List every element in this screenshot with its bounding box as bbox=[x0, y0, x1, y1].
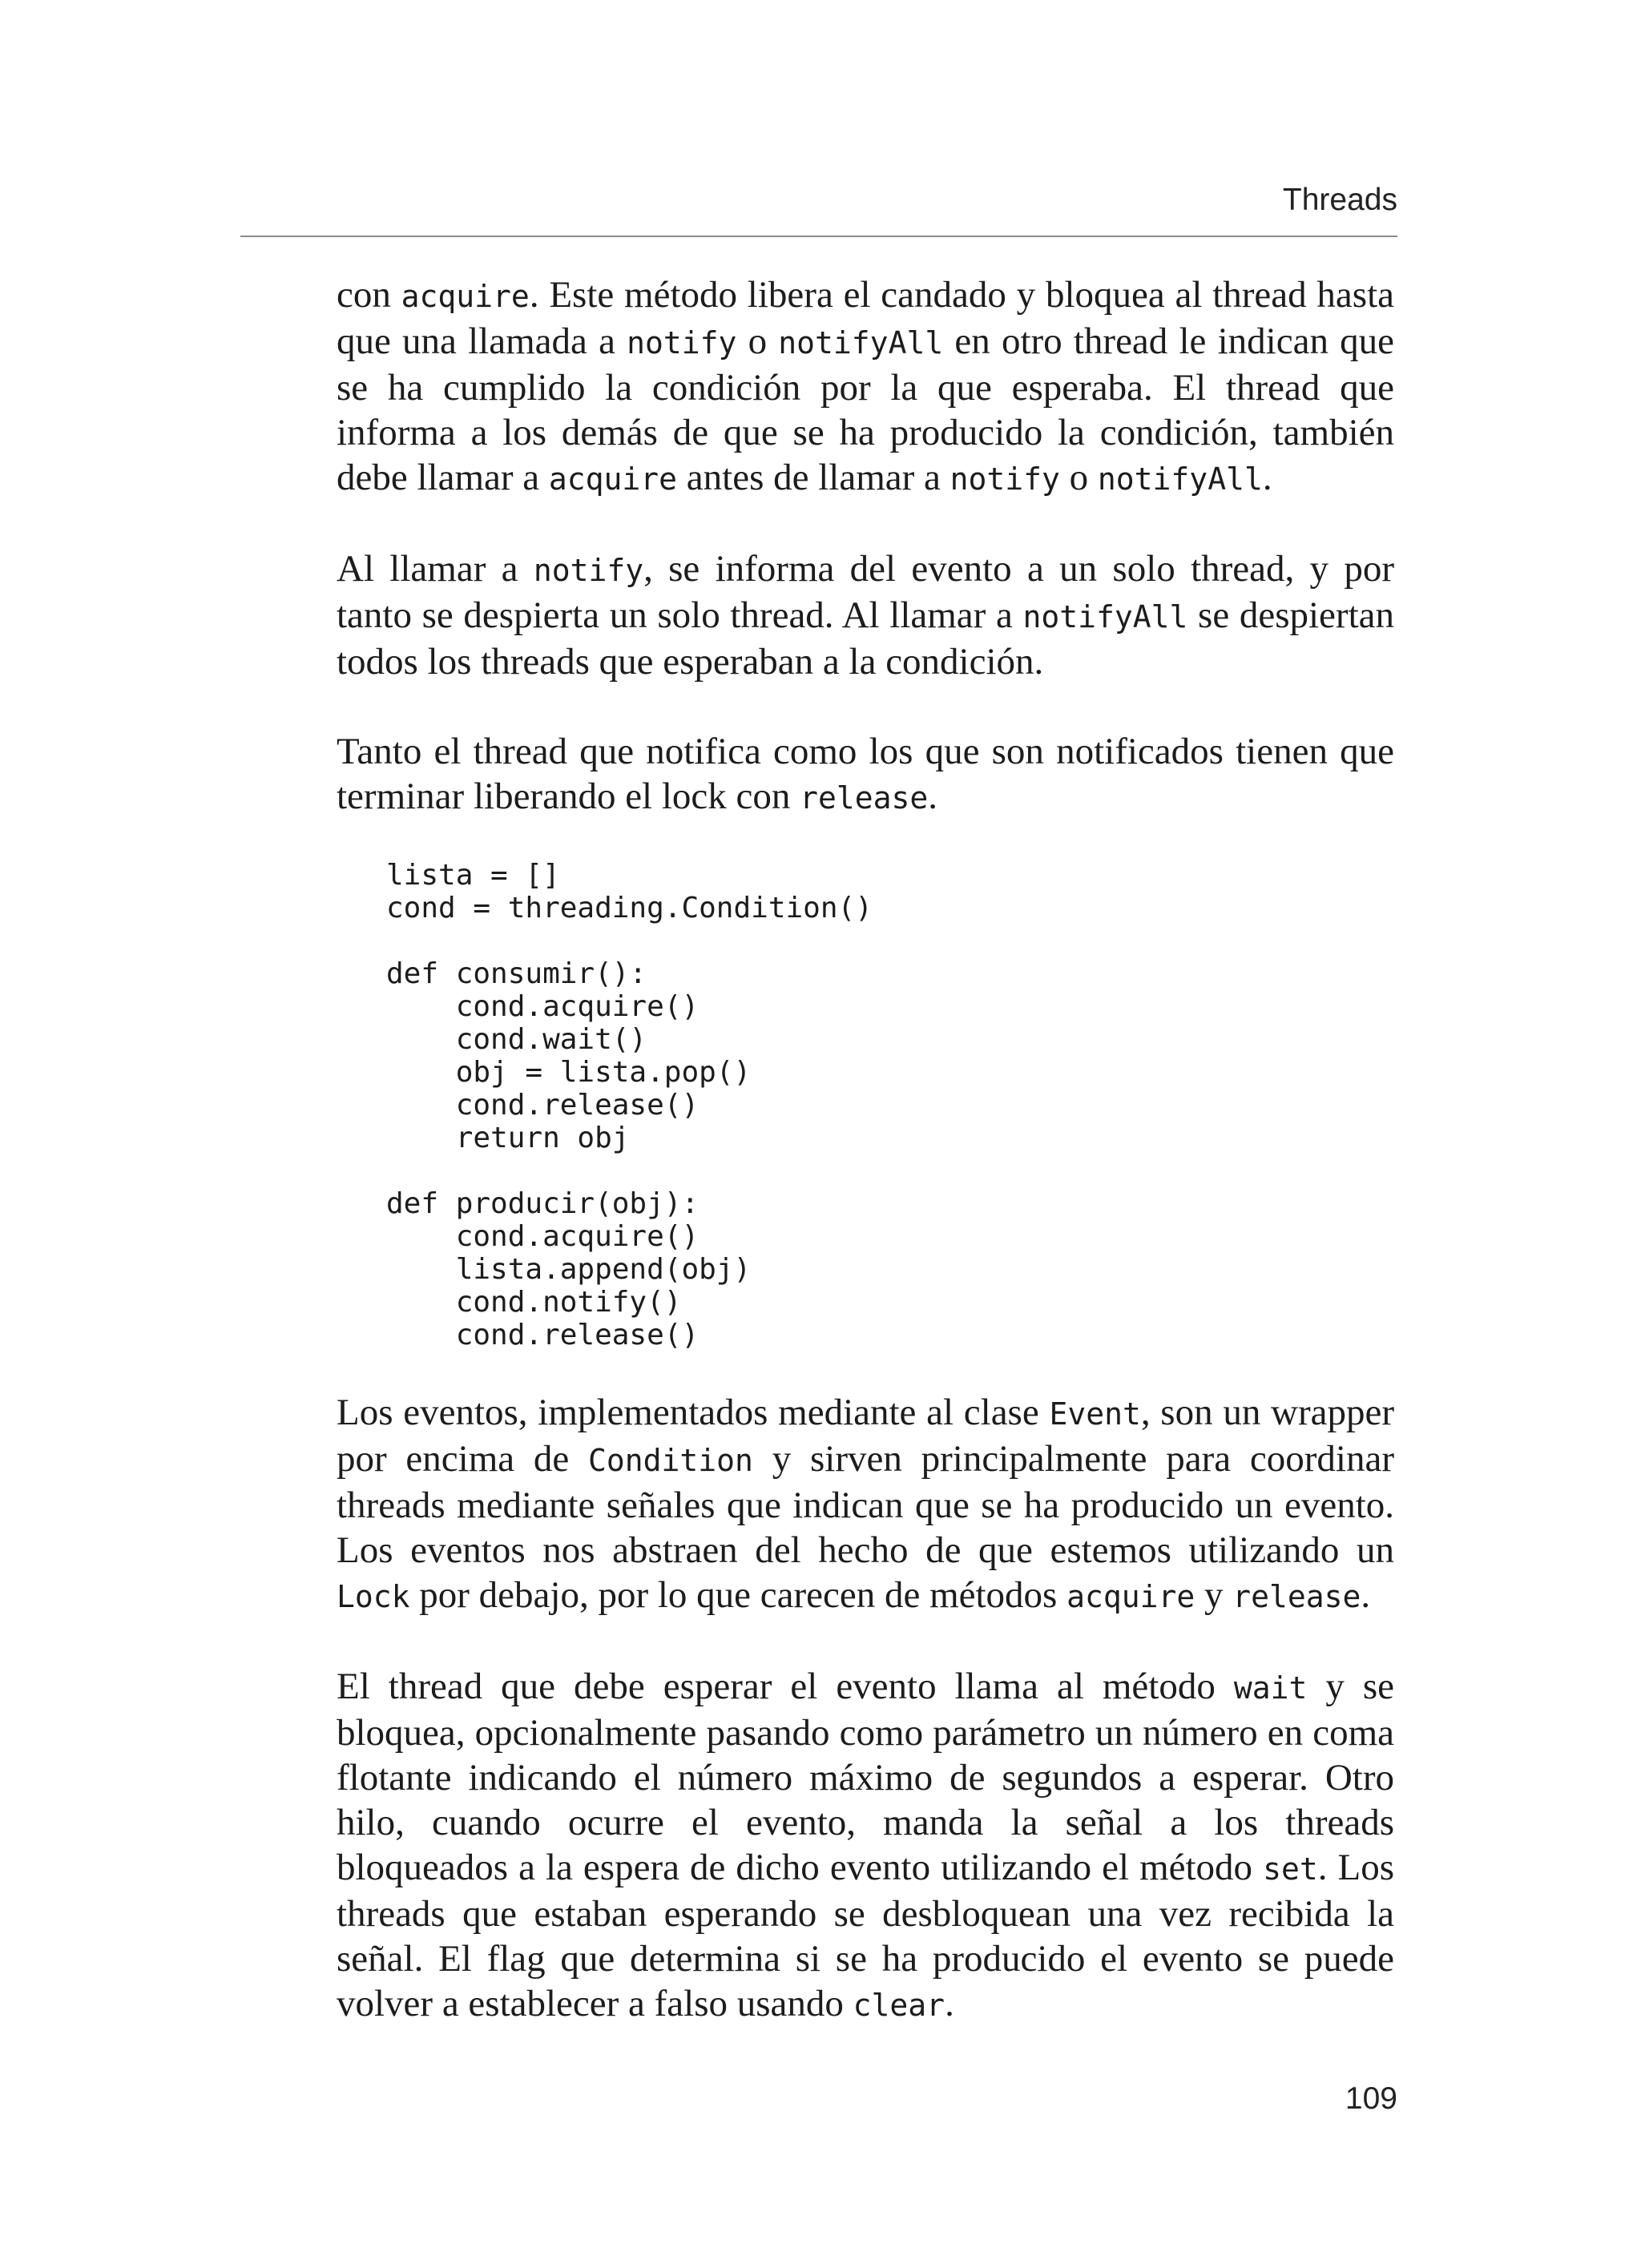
code-line: lista.append(obj) bbox=[386, 1253, 752, 1286]
code-line: cond.release() bbox=[386, 1089, 700, 1122]
text-run: y se bloquea, opcionalmente pasando como parámetro un número en coma flotante indicando el número máximo de segundos a esperar. Otro hilo, cuando ocurre el evento, manda la señal a los threads bloqueados a la espera de dicho evento utilizando el método bbox=[337, 1666, 1394, 1888]
text-run: . Los threads que estaban esperando se desbloquean una vez recibida la señal. El flag que determina si se ha producido el evento se puede volver a establecer a falso usando bbox=[337, 1847, 1394, 2024]
inline-code: Lock bbox=[337, 1579, 410, 1614]
inline-code: clear bbox=[853, 1988, 945, 2023]
inline-code: wait bbox=[1233, 1670, 1308, 1706]
text-run: . Este método libera el candado y bloquea al thread hasta que una llamada a bbox=[337, 274, 1394, 362]
inline-code: Condition bbox=[588, 1443, 753, 1478]
inline-code: notify bbox=[950, 461, 1060, 497]
inline-code: acquire bbox=[401, 279, 530, 314]
code-line: def producir(obj): bbox=[386, 1187, 700, 1220]
text-run: y bbox=[1195, 1574, 1233, 1616]
text-run: antes de llamar a bbox=[677, 457, 950, 498]
text-run: con bbox=[337, 274, 401, 316]
paragraph bbox=[337, 1664, 1394, 2028]
code-block bbox=[386, 859, 1394, 1352]
inline-code: acquire bbox=[1066, 1579, 1195, 1614]
inline-code: release bbox=[800, 780, 929, 816]
text-run: o bbox=[1059, 457, 1098, 498]
code-line: def consumir(): bbox=[386, 957, 647, 990]
text-run: por debajo, por lo que carecen de métodos bbox=[409, 1574, 1067, 1616]
text-run: Al llamar a bbox=[337, 548, 534, 590]
page-number: 109 bbox=[1345, 2081, 1397, 2116]
inline-code: notifyAll bbox=[1097, 461, 1263, 497]
inline-code: acquire bbox=[548, 461, 678, 497]
inline-code: release bbox=[1232, 1579, 1361, 1614]
text-run: . bbox=[928, 775, 938, 817]
text-run: . bbox=[1361, 1574, 1371, 1616]
code-line: cond.notify() bbox=[386, 1286, 682, 1319]
paragraph bbox=[337, 1390, 1394, 1619]
text-run: y sirven principalmente para coordinar threads mediante señales que indican que se ha producido un evento. Los eventos nos abstraen del hecho de que estemos utilizando un bbox=[337, 1438, 1394, 1571]
code-line: cond.release() bbox=[386, 1319, 700, 1352]
paragraph bbox=[337, 729, 1394, 820]
code-line: obj = lista.pop() bbox=[386, 1056, 752, 1089]
code-line bbox=[386, 925, 1394, 957]
code-line: return obj bbox=[386, 1122, 630, 1154]
text-run: o bbox=[736, 320, 779, 362]
text-run: , se informa del evento a un solo thread, y por tanto se despierta un solo thread. Al llamar a bbox=[337, 548, 1394, 636]
inline-code: notifyAll bbox=[778, 325, 944, 361]
code-line bbox=[386, 1154, 1394, 1187]
paragraph bbox=[337, 272, 1394, 502]
inline-code: notify bbox=[627, 325, 737, 361]
inline-code: notifyAll bbox=[1022, 599, 1188, 634]
text-run: , son un wrapper por encima de bbox=[337, 1392, 1395, 1480]
inline-code: notify bbox=[533, 553, 644, 588]
text-run: Los eventos, implementados mediante al clase bbox=[337, 1392, 1050, 1433]
header-rule bbox=[240, 236, 1397, 237]
code-line: cond.acquire() bbox=[386, 990, 700, 1023]
text-run: en otro thread le indican que se ha cumplido la condición por la que esperaba. El thread que informa a los demás de que se ha producido la condición, también debe llamar a bbox=[337, 320, 1394, 498]
code-line: cond.acquire() bbox=[386, 1220, 700, 1253]
text-run: . bbox=[1262, 457, 1272, 498]
inline-code: set bbox=[1263, 1851, 1318, 1887]
text-run: . bbox=[945, 1983, 954, 2024]
body-text bbox=[337, 272, 1394, 2028]
running-head: Threads bbox=[1282, 183, 1397, 217]
code-line: cond = threading.Condition() bbox=[386, 892, 873, 925]
paragraph bbox=[337, 546, 1394, 684]
text-run: El thread que debe esperar el evento llama al método bbox=[337, 1666, 1234, 1707]
inline-code: Event bbox=[1049, 1396, 1141, 1432]
code-line: lista = [] bbox=[386, 859, 560, 892]
text-run: se despiertan todos los threads que esperaban a la condición. bbox=[337, 594, 1394, 683]
text-run: Tanto el thread que notifica como los que son notificados tienen que terminar liberando el lock con bbox=[337, 731, 1394, 817]
code-line: cond.wait() bbox=[386, 1023, 647, 1056]
